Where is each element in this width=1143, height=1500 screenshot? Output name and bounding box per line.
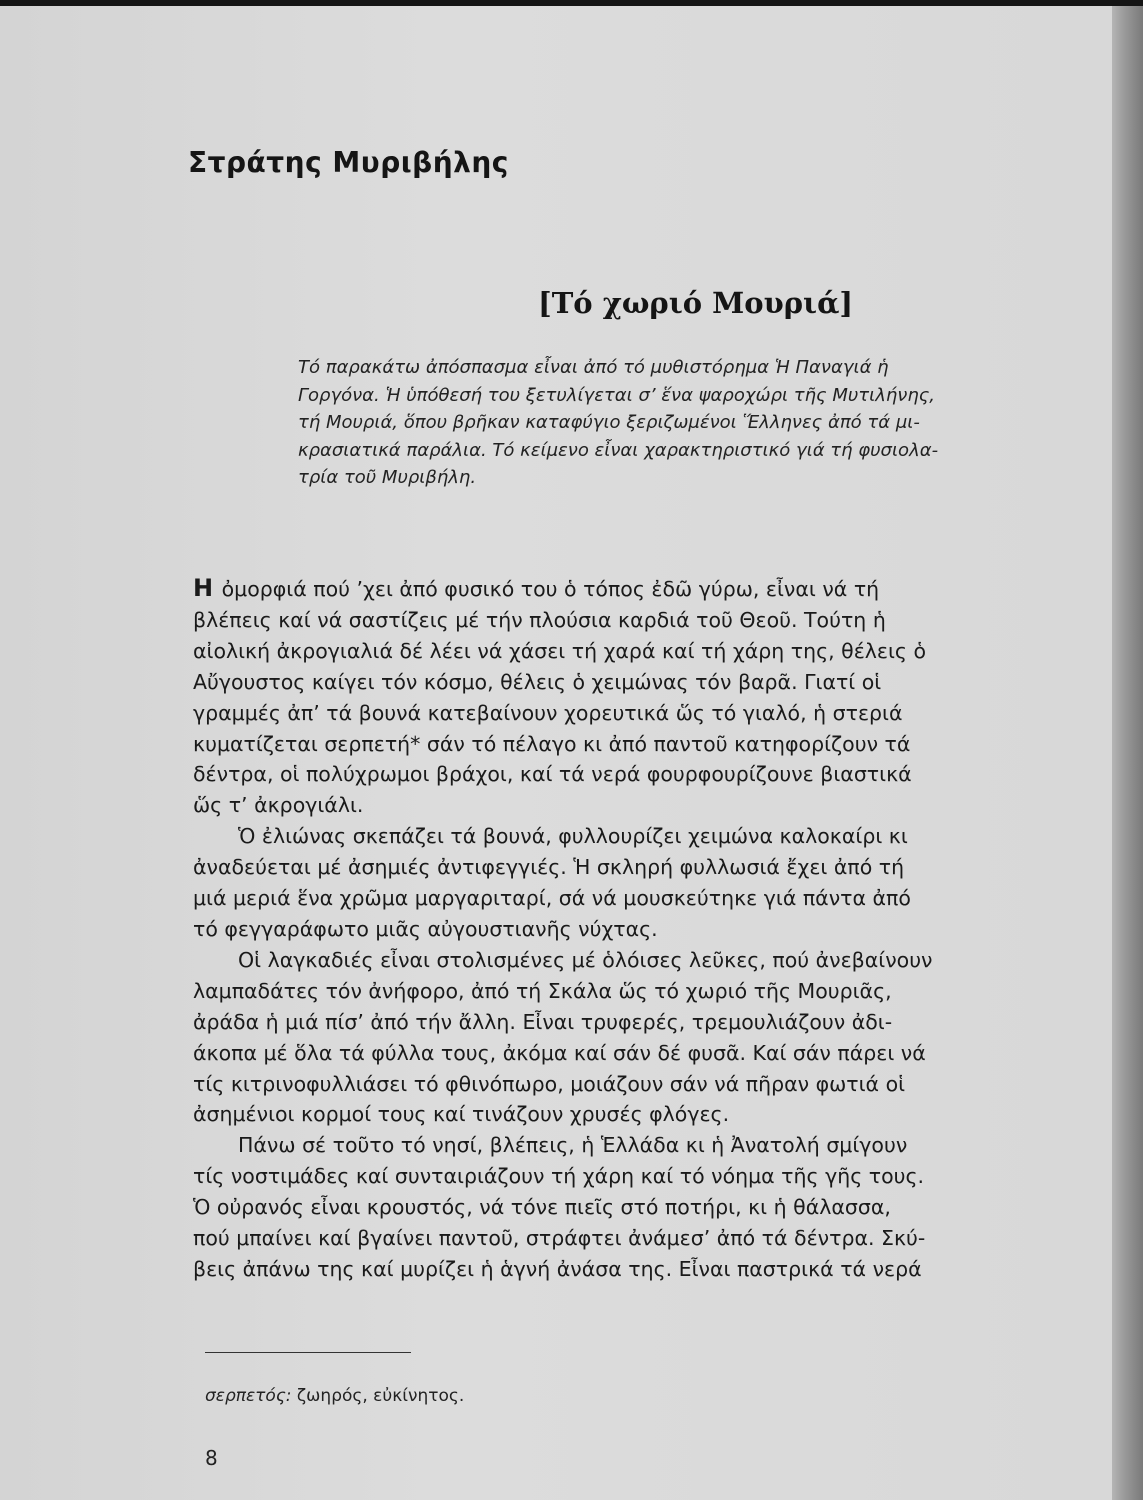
footnote-divider: [205, 1352, 411, 1353]
body-line: βεις ἀπάνω της καί μυρίζει ἡ ἁγνή ἀνάσα της. Εἶναι παστρικά τά νερά: [193, 1256, 922, 1281]
body-text: [193, 573, 1043, 1285]
footnote-term: σερπετός:: [205, 1386, 292, 1406]
body-line: Πάνω σέ τοῦτο τό νησί, βλέπεις, ἡ Ἑλλάδα κι ἡ Ἀνατολή σμίγουν: [238, 1133, 908, 1158]
intro-line: τρία τοῦ Μυριβήλη.: [298, 467, 477, 489]
drop-cap: Η: [193, 574, 214, 602]
body-line: κυματίζεται σερπετή* σάν τό πέλαγο κι ἀπό παντοῦ κατηφορίζουν τά: [193, 731, 911, 756]
body-line: ἀναδεύεται μέ ἀσημιές ἀντιφεγγιές. Ἡ σκληρή φυλλωσιά ἔχει ἀπό τή: [193, 855, 905, 880]
intro-paragraph: [298, 354, 1038, 492]
intro-line: κρασιατικά παράλια. Τό κείμενο εἶναι χαρακτηριστικό γιά τή φυσιολα-: [298, 439, 939, 461]
body-line: βλέπεις καί νά σαστίζεις μέ τήν πλούσια καρδιά τοῦ Θεοῦ. Τούτη ἡ: [193, 607, 886, 632]
body-line: Ὁ ἐλιώνας σκεπάζει τά βουνά, φυλλουρίζει χειμώνα καλοκαίρι κι: [238, 824, 908, 849]
body-line: ἀράδα ἡ μιά πίσ’ ἀπό τήν ἄλλη. Εἶναι τρυφερές, τρεμουλιάζουν ἀδι-: [193, 1009, 893, 1034]
book-page: [0, 6, 1112, 1500]
footnote: [205, 1386, 464, 1406]
body-line: πού μπαίνει καί βγαίνει παντοῦ, στράφτει ἀνάμεσ’ ἀπό τά δέντρα. Σκύ-: [193, 1226, 926, 1251]
page-number: 8: [205, 1446, 218, 1470]
body-line: ὥς τ’ ἀκρογιάλι.: [193, 793, 364, 818]
body-line: Αὔγουστος καίγει τόν κόσμο, θέλεις ὁ χειμώνας τόν βαρᾶ. Γιατί οἱ: [193, 669, 882, 694]
body-line: μιά μεριά ἕνα χρῶμα μαργαριταρί, σά νά μουσκεύτηκε γιά πάντα ἀπό: [193, 886, 911, 911]
intro-line: Τό παρακάτω ἀπόσπασμα εἶναι ἀπό τό μυθιστόρημα Ἡ Παναγιά ἡ: [298, 357, 889, 378]
page-edge: [1112, 6, 1143, 1500]
body-line: τίς κιτρινοφυλλιάσει τό φθινόπωρο, μοιάζουν σάν νά πῆραν φωτιά οἱ: [193, 1071, 906, 1096]
body-line: γραμμές ἀπ’ τά βουνά κατεβαίνουν χορευτικά ὥς τό γιαλό, ἡ στεριά: [193, 700, 903, 725]
body-line: Ὁ οὐρανός εἶναι κρουστός, νά τόνε πιεῖς στό ποτήρι, κι ἡ θάλασσα,: [193, 1195, 891, 1220]
body-line: τίς νοστιμάδες καί συνταιριάζουν τή χάρη καί τό νόημα τῆς γῆς τους.: [193, 1164, 925, 1189]
body-line: τό φεγγαράφωτο μιᾶς αὐγουστιανῆς νύχτας.: [193, 916, 658, 941]
body-line: ἀσημένιοι κορμοί τους καί τινάζουν χρυσές φλόγες.: [193, 1102, 730, 1127]
intro-line: τή Μουριά, ὅπου βρῆκαν καταφύγιο ξεριζωμένοι Ἕλληνες ἀπό τά μι-: [298, 412, 920, 434]
body-line: άκοπα μέ ὅλα τά φύλλα τους, ἀκόμα καί σάν δέ φυσᾶ. Καί σάν πάρει νά: [193, 1040, 926, 1065]
chapter-title: [Τό χωριό Μουριά]: [538, 286, 854, 320]
intro-line: Γοργόνα. Ἡ ὑπόθεσή του ξετυλίγεται σ’ ἕνα ψαροχώρι τῆς Μυτιλήνης,: [298, 384, 936, 406]
body-line-first: [193, 573, 1043, 605]
body-line: δέντρα, οἱ πολύχρωμοι βράχοι, καί τά νερά φουρφουρίζουνε βιαστικά: [193, 762, 912, 787]
body-line: Οἱ λαγκαδιές εἶναι στολισμένες μέ ὁλόισες λεῦκες, πού ἀνεβαίνουν: [238, 947, 933, 972]
footnote-definition: ζωηρός, εὐκίνητος.: [291, 1386, 465, 1406]
body-line: λαμπαδάτες τόν ἀνήφορο, ἀπό τή Σκάλα ὥς τό χωριό τῆς Μουριᾶς,: [193, 978, 892, 1003]
body-line: ὀμορφιά πού ’χει ἀπό φυσικό του ὁ τόπος ἐδῶ γύρω, εἶναι νά τή: [215, 577, 880, 601]
author-name: Στράτης Μυριβήλης: [188, 146, 509, 179]
body-line: αἰολική ἀκρογιαλιά δέ λέει νά χάσει τή χαρά καί τή χάρη της, θέλεις ὁ: [193, 638, 927, 663]
